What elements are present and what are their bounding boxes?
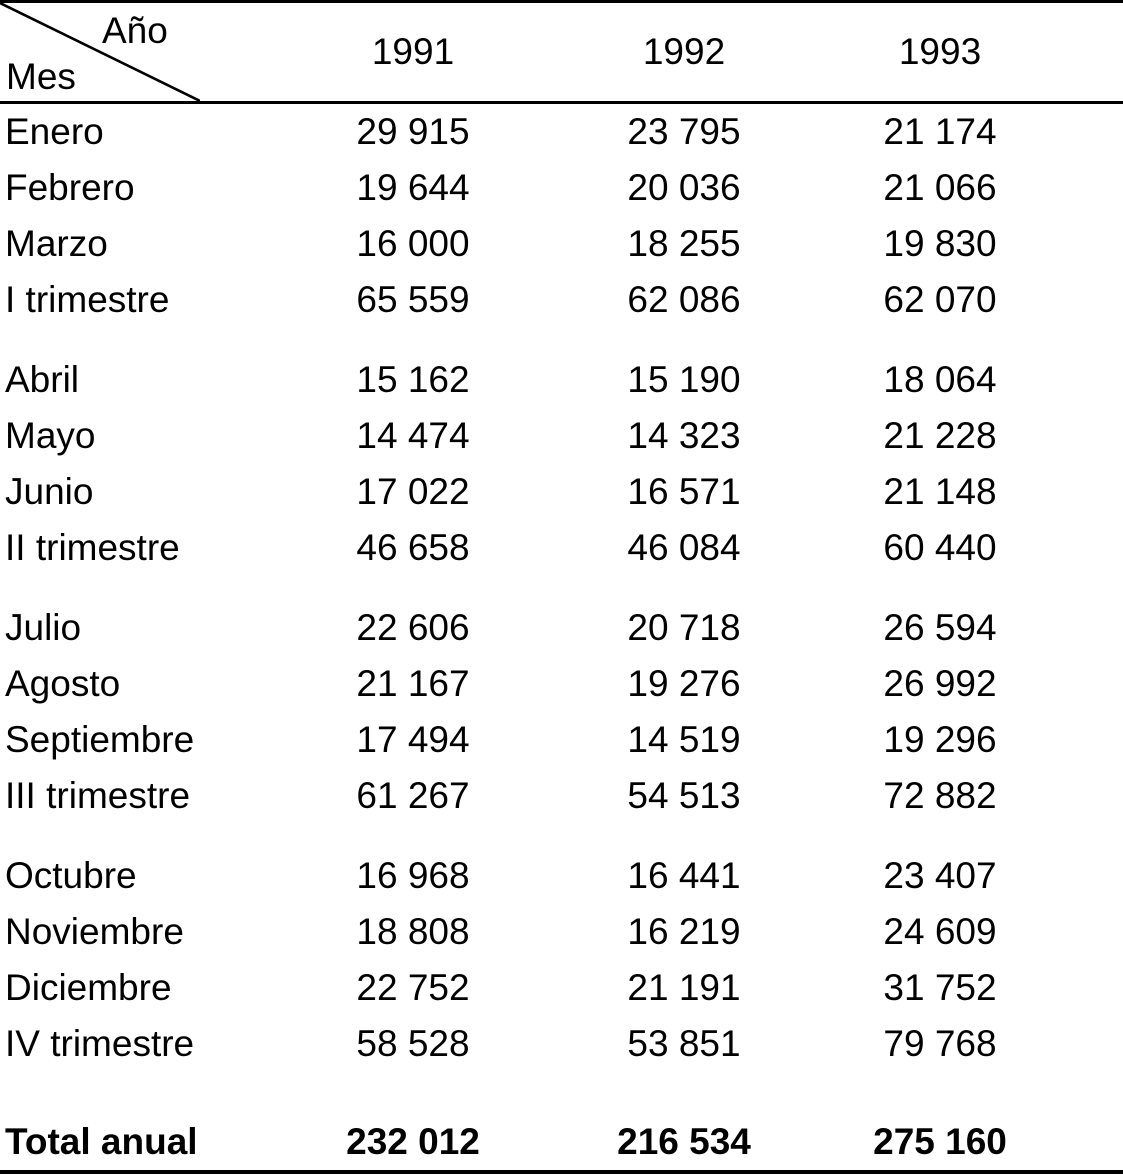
row-filler-cell: [1060, 160, 1123, 216]
row-filler-cell: [1060, 408, 1123, 464]
value-1991: 18 808: [356, 911, 470, 952]
row-filler-cell: [1060, 576, 1123, 656]
row-label: Octubre: [5, 855, 137, 896]
row-filler-cell: [1060, 768, 1123, 824]
row-label: Agosto: [5, 663, 121, 704]
table-row-julio: [0, 576, 1123, 656]
value-1991: 29 915: [356, 111, 470, 152]
value-1992: 20 718: [627, 607, 741, 648]
corner-header-cell: [0, 2, 278, 103]
value-1992: 21 191: [627, 967, 741, 1008]
table-row-diciembre: [0, 960, 1123, 1016]
value-1992: 15 190: [627, 359, 741, 400]
value-1992: 14 323: [627, 415, 741, 456]
table-row-marzo: [0, 216, 1123, 272]
row-filler-cell: [1060, 712, 1123, 768]
value-1991: 16 000: [356, 223, 470, 264]
table-body: [0, 103, 1123, 1173]
value-1993: 23 407: [883, 855, 997, 896]
row-label: Enero: [5, 111, 104, 152]
row-filler-cell: [1060, 103, 1123, 161]
value-1993: 21 148: [883, 471, 997, 512]
table-row-iii-trimestre: [0, 768, 1123, 824]
value-1991: 15 162: [356, 359, 470, 400]
table-row-mayo: [0, 408, 1123, 464]
year-header-1992: 1992: [642, 31, 726, 72]
value-1992: 16 441: [627, 855, 741, 896]
row-filler-cell: [1060, 824, 1123, 904]
value-1991: 232 012: [346, 1121, 480, 1162]
header-filler-cell: [1060, 2, 1123, 103]
value-1991: 65 559: [356, 279, 470, 320]
value-1992: 216 534: [617, 1121, 751, 1162]
table-row-noviembre: [0, 904, 1123, 960]
row-filler-cell: [1060, 464, 1123, 520]
row-label: Julio: [5, 607, 82, 648]
row-filler-cell: [1060, 328, 1123, 408]
row-filler-cell: [1060, 272, 1123, 328]
value-1991: 21 167: [356, 663, 470, 704]
table-row-febrero: [0, 160, 1123, 216]
value-1992: 18 255: [627, 223, 741, 264]
value-1992: 16 219: [627, 911, 741, 952]
row-filler-cell: [1060, 904, 1123, 960]
value-1991: 22 752: [356, 967, 470, 1008]
value-1993: 21 066: [883, 167, 997, 208]
corner-label-year-axis: Año: [102, 10, 168, 51]
year-header-1991: 1991: [371, 31, 455, 72]
value-1993: 18 064: [883, 359, 997, 400]
row-label: Total anual: [5, 1121, 198, 1162]
row-label: I trimestre: [5, 279, 170, 320]
value-1991: 17 494: [356, 719, 470, 760]
value-1993: 275 160: [873, 1121, 1007, 1162]
value-1993: 19 830: [883, 223, 997, 264]
row-label: Febrero: [5, 167, 135, 208]
value-1993: 19 296: [883, 719, 997, 760]
value-1993: 62 070: [883, 279, 997, 320]
value-1993: 31 752: [883, 967, 997, 1008]
value-1992: 14 519: [627, 719, 741, 760]
value-1991: 58 528: [356, 1023, 470, 1064]
value-1991: 19 644: [356, 167, 470, 208]
row-label: Junio: [5, 471, 94, 512]
value-1993: 24 609: [883, 911, 997, 952]
value-1992: 19 276: [627, 663, 741, 704]
header-row: [0, 2, 1123, 103]
value-1992: 53 851: [627, 1023, 741, 1064]
value-1991: 61 267: [356, 775, 470, 816]
corner-label-month-axis: Mes: [6, 56, 76, 97]
value-1992: 23 795: [627, 111, 741, 152]
table-row-junio: [0, 464, 1123, 520]
row-filler-cell: [1060, 1072, 1123, 1172]
value-1991: 22 606: [356, 607, 470, 648]
row-label: Mayo: [5, 415, 96, 456]
table-row-total-anual: [0, 1072, 1123, 1172]
table-row-septiembre: [0, 712, 1123, 768]
table-row-iv-trimestre: [0, 1016, 1123, 1072]
row-filler-cell: [1060, 1016, 1123, 1072]
row-label: III trimestre: [5, 775, 191, 816]
value-1992: 20 036: [627, 167, 741, 208]
row-filler-cell: [1060, 216, 1123, 272]
table-row-abril: [0, 328, 1123, 408]
row-label: Marzo: [5, 223, 108, 264]
value-1993: 26 594: [883, 607, 997, 648]
value-1993: 21 228: [883, 415, 997, 456]
row-label: IV trimestre: [5, 1023, 195, 1064]
year-header-1993: 1993: [898, 31, 982, 72]
value-1993: 72 882: [883, 775, 997, 816]
value-1993: 21 174: [883, 111, 997, 152]
table-row-octubre: [0, 824, 1123, 904]
value-1992: 46 084: [627, 527, 741, 568]
value-1992: 62 086: [627, 279, 741, 320]
table-row-enero: [0, 103, 1123, 161]
value-1992: 54 513: [627, 775, 741, 816]
value-1991: 16 968: [356, 855, 470, 896]
row-label: Septiembre: [5, 719, 195, 760]
row-filler-cell: [1060, 656, 1123, 712]
row-filler-cell: [1060, 520, 1123, 576]
row-label: Noviembre: [5, 911, 184, 952]
row-filler-cell: [1060, 960, 1123, 1016]
value-1991: 17 022: [356, 471, 470, 512]
value-1991: 14 474: [356, 415, 470, 456]
value-1991: 46 658: [356, 527, 470, 568]
value-1992: 16 571: [627, 471, 741, 512]
table-row-ii-trimestre: [0, 520, 1123, 576]
value-1993: 26 992: [883, 663, 997, 704]
row-label: Diciembre: [5, 967, 172, 1008]
value-1993: 60 440: [883, 527, 997, 568]
value-1993: 79 768: [883, 1023, 997, 1064]
row-label: Abril: [5, 359, 80, 400]
table-row-i-trimestre: [0, 272, 1123, 328]
row-label: II trimestre: [5, 527, 180, 568]
table-row-agosto: [0, 656, 1123, 712]
